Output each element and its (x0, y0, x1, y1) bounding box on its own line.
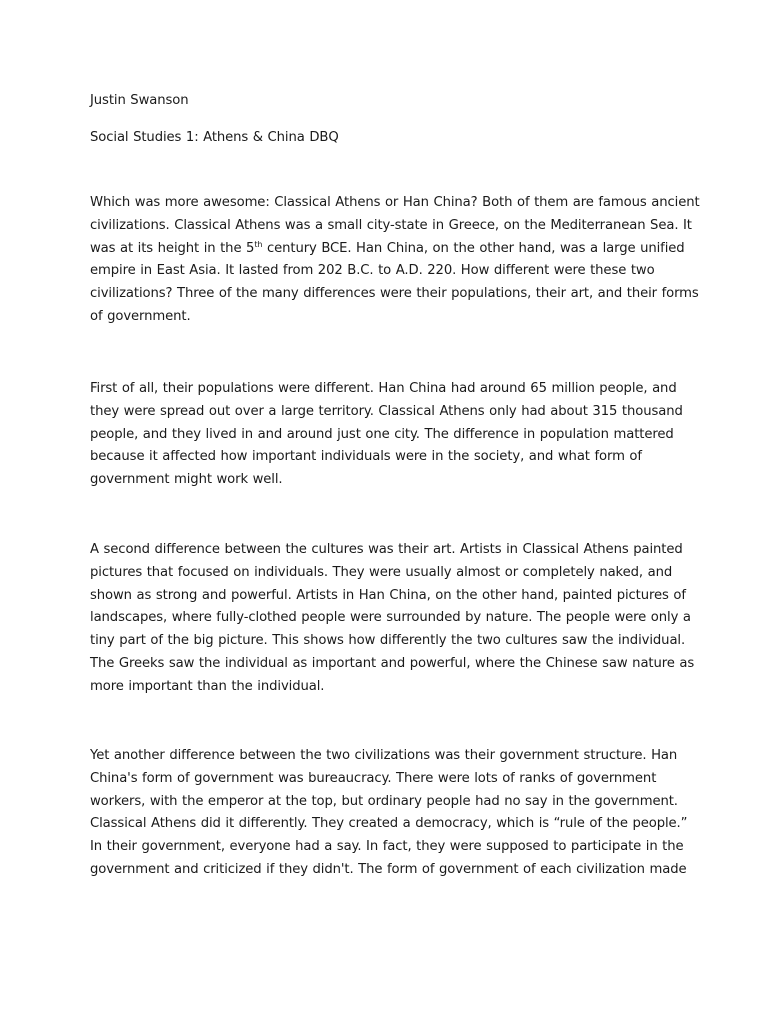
paragraph-line: of government. (90, 308, 191, 324)
paragraph-line: First of all, their populations were different. Han China had around 65 million people, and (90, 381, 677, 396)
paragraph-line: government and criticized if they didn't. The form of government of each civilization made (90, 861, 687, 877)
paragraph-line: they were spread out over a large territory. Classical Athens only had about 315 thousand (90, 403, 683, 419)
paragraph-line: shown as strong and powerful. Artists in Han China, on the other hand, painted pictures of (90, 587, 686, 603)
line-text: was at its height in the 5 (90, 240, 255, 256)
paragraph-line: civilizations? Three of the many differences were their populations, their art, and their forms (90, 286, 699, 301)
paragraph-line: workers, with the emperor at the top, but ordinary people had no say in the government. (90, 793, 678, 809)
paragraph-line: Yet another difference between the two civilizations was their government structure. Han (90, 748, 678, 763)
paragraph-line: tiny part of the big picture. This shows how differently the two cultures saw the individual. (90, 633, 686, 648)
paragraph-government (90, 745, 688, 882)
paragraph-line: The Greeks saw the individual as important and powerful, where the Chinese saw nature as (90, 655, 695, 671)
paragraph-line: A second difference between the cultures was their art. Artists in Classical Athens painted (90, 542, 683, 557)
paragraph-line: more important than the individual. (90, 678, 325, 694)
paragraph-line: civilizations. Classical Athens was a small city-state in Greece, on the Mediterranean Sea. It (90, 217, 692, 233)
paragraph-line: because it affected how important individuals were in the society, and what form of (90, 449, 642, 465)
author-name: Justin Swanson (90, 93, 189, 108)
paragraph-line: Which was more awesome: Classical Athens or Han China? Both of them are famous ancient (90, 195, 700, 210)
line-text: century BCE. Han China, on the other hand, was a large unified (262, 240, 685, 256)
paragraph-line: In their government, everyone had a say. In fact, they were supposed to participate in the (90, 839, 684, 854)
ordinal-suffix: th (254, 239, 263, 249)
paragraph-line (90, 238, 685, 261)
paragraph-line: government might work well. (90, 472, 283, 487)
course-title: Social Studies 1: Athens & China DBQ (90, 130, 339, 145)
paragraph-line: landscapes, where fully-clothed people were surrounded by nature. The people were only a (90, 610, 691, 626)
paragraph-line: China's form of government was bureaucracy. There were lots of ranks of government (90, 770, 657, 786)
paragraph-line: empire in East Asia. It lasted from 202 B.C. to A.D. 220. How different were these two (90, 263, 655, 279)
paragraph-line: pictures that focused on individuals. They were usually almost or completely naked, and (90, 564, 673, 580)
paragraph-line: people, and they lived in and around just one city. The difference in population mattered (90, 426, 674, 442)
paragraph-intro (90, 192, 700, 329)
paragraph-line: Classical Athens did it differently. They created a democracy, which is “rule of the people.” (90, 816, 688, 832)
paragraph-art (90, 539, 695, 698)
paragraph-populations (90, 378, 683, 492)
